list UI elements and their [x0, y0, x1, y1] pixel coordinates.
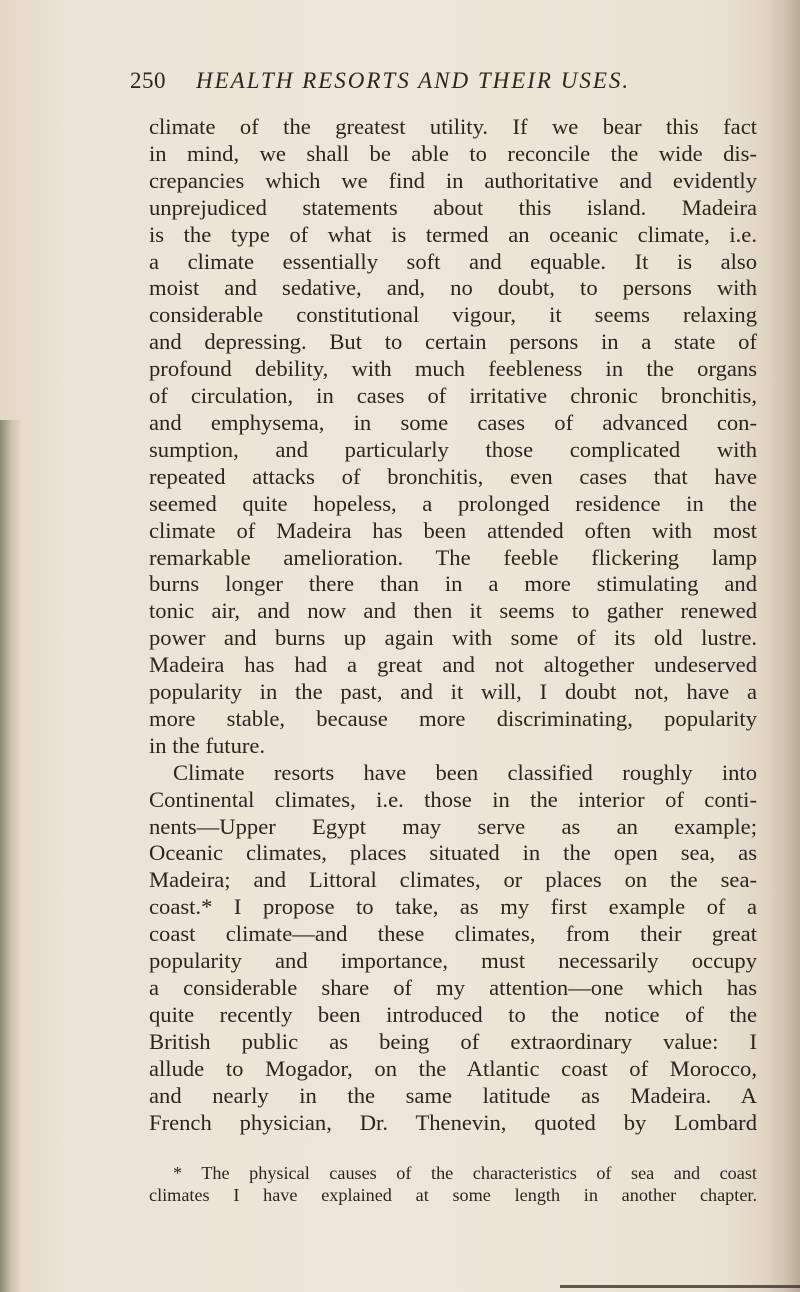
text-line: a considerable share of my attention—one which has [149, 975, 757, 1000]
text-line: coast climate—and these climates, from their great [149, 921, 757, 947]
paragraph-start-line: Climate resorts have been classified roughly into [173, 759, 757, 785]
text-line: French physician, Dr. Thenevin, quoted by Lombard [149, 1109, 757, 1135]
text-line: power and burns up again with some of its old lustre. [149, 625, 757, 651]
text-line: seemed quite hopeless, a prolonged residence in the [149, 490, 757, 516]
text-line: popularity in the past, and it will, I doubt not, have a [149, 679, 757, 705]
body-text [149, 114, 757, 1136]
text-line: profound debility, with much feebleness in the organs [149, 356, 757, 382]
text-line: and depressing. But to certain persons in a state of [149, 329, 757, 355]
bottom-page-rule [560, 1285, 800, 1288]
text-line: nents—Upper Egypt may serve as an example; [149, 813, 757, 839]
page-header [130, 68, 760, 108]
text-line: climate of Madeira has been attended often with most [149, 517, 757, 543]
text-line: Oceanic climates, places situated in the open sea, as [149, 840, 757, 866]
text-line: repeated attacks of bronchitis, even cases that have [149, 463, 757, 489]
text-line: climate of the greatest utility. If we bear this fact [149, 114, 757, 139]
text-line: of circulation, in cases of irritative chronic bronchitis, [149, 383, 757, 409]
text-line: is the type of what is termed an oceanic climate, i.e. [149, 221, 757, 247]
text-line: sumption, and particularly those complicated with [149, 436, 757, 462]
text-line: Madeira has had a great and not altogether undeserved [149, 652, 757, 678]
text-line: Madeira; and Littoral climates, or places on the sea- [149, 867, 757, 893]
paragraph-end-line: in the future. [149, 732, 266, 758]
text-line: remarkable amelioration. The feeble flickering lamp [149, 544, 757, 570]
text-line: a climate essentially soft and equable. It is also [149, 248, 757, 274]
text-line: and nearly in the same latitude as Madeira. A [149, 1082, 757, 1108]
text-line: moist and sedative, and, no doubt, to persons with [149, 275, 757, 301]
text-line: popularity and importance, must necessarily occupy [149, 948, 757, 974]
footnote-line: climates I have explained at some length in another chapter. [149, 1185, 757, 1205]
text-line: quite recently been introduced to the notice of the [149, 1001, 757, 1027]
text-line: considerable constitutional vigour, it seems relaxing [149, 302, 757, 328]
text-line: coast.* I propose to take, as my first example of a [149, 894, 757, 920]
footnote-line: * The physical causes of the characteristics of sea and coast [173, 1163, 757, 1183]
page-edge-shadow-left [0, 420, 22, 1292]
text-line: crepancies which we find in authoritative and evidently [149, 167, 757, 193]
text-line: unprejudiced statements about this island. Madeira [149, 194, 757, 220]
text-line: and emphysema, in some cases of advanced con- [149, 409, 757, 435]
running-head: HEALTH RESORTS AND THEIR USES. [196, 68, 631, 93]
page-edge-shadow-right [766, 0, 800, 1292]
text-line: British public as being of extraordinary value: I [149, 1028, 757, 1054]
text-line: in mind, we shall be able to reconcile the wide dis- [149, 140, 757, 166]
text-line: tonic air, and now and then it seems to gather renewed [149, 598, 757, 624]
footnote [149, 1162, 757, 1206]
page-number: 250 [130, 68, 166, 93]
text-line: Continental climates, i.e. those in the interior of conti- [149, 786, 757, 812]
text-line: burns longer there than in a more stimulating and [149, 571, 757, 597]
text-line: more stable, because more discriminating, popularity [149, 705, 757, 731]
text-line: allude to Mogador, on the Atlantic coast of Morocco, [149, 1055, 757, 1081]
